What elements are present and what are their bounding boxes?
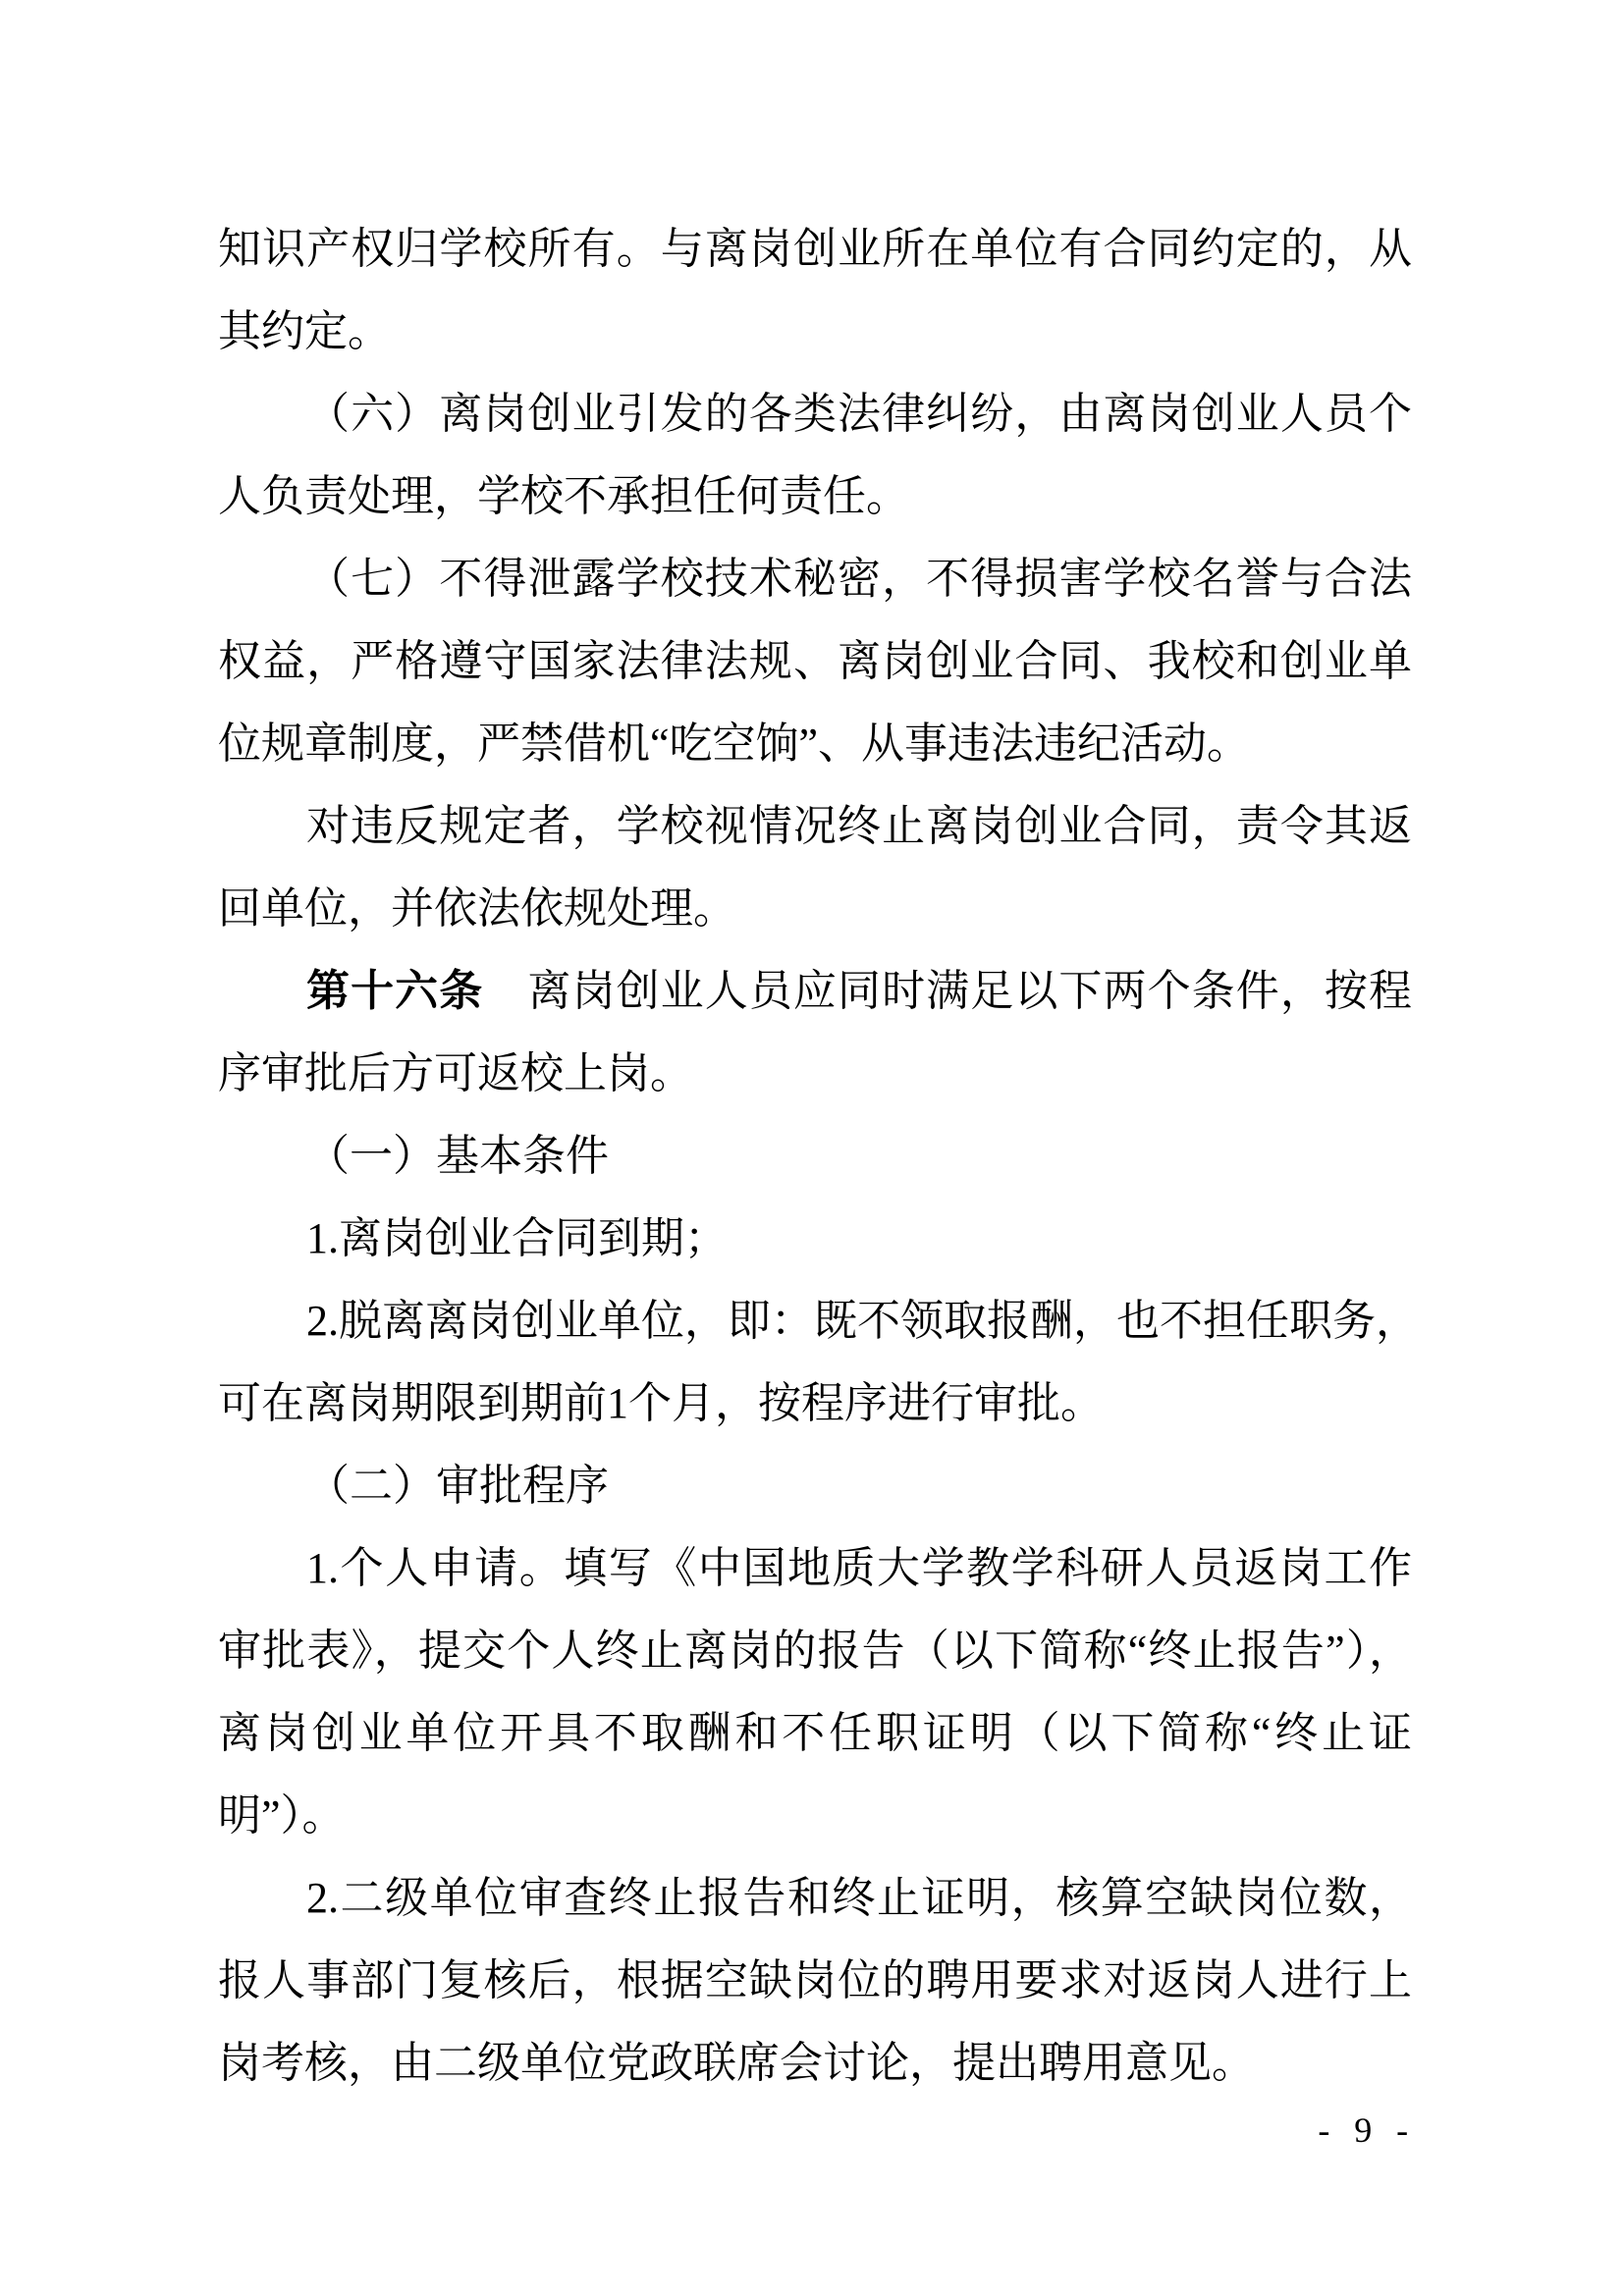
text-line: 报人事部门复核后，根据空缺岗位的聘用要求对返岗人进行上 — [218, 1956, 1412, 2004]
text-line: 1.离岗创业合同到期； — [306, 1214, 728, 1262]
document-body — [218, 208, 1419, 2105]
text-line: 权益，严格遵守国家法律法规、离岗创业合同、我校和创业单 — [218, 637, 1412, 685]
text-line: 位规章制度，严禁借机“吃空饷”、从事违法违纪活动。 — [218, 720, 1251, 768]
text-line: （二）审批程序 — [306, 1462, 609, 1510]
text-line: 审批表》，提交个人终止离岗的报告（以下简称“终止报告”）， — [218, 1627, 1412, 1675]
text-line: 可在离岗期限到期前1个月，按程序进行审批。 — [218, 1379, 1104, 1427]
text-line: 对违反规定者，学校视情况终止离岗创业合同，责令其返 — [306, 802, 1412, 850]
text-line: 2.二级单位审查终止报告和终止证明，核算空缺岗位数， — [306, 1874, 1412, 1922]
text-line: 明”）。 — [218, 1791, 346, 1840]
text-line — [218, 950, 1412, 1033]
text-line: 离岗创业单位开具不取酬和不任职证明（以下简称“终止证 — [218, 1709, 1412, 1757]
text-line: 知识产权归学校所有。与离岗创业所在单位有合同约定的，从 — [218, 225, 1412, 273]
text-line: 回单位，并依法依规处理。 — [218, 884, 736, 933]
text-line: 人负责处理，学校不承担任何责任。 — [218, 472, 909, 520]
text-line: 1.个人申请。填写《中国地质大学教学科研人员返岗工作 — [306, 1544, 1412, 1592]
text-line: 其约定。 — [218, 307, 391, 355]
article-number: 第十六条 — [306, 967, 484, 1015]
text-line: 2.脱离离岗创业单位，即：既不领取报酬，也不担任职务， — [306, 1297, 1419, 1345]
text-line: （七）不得泄露学校技术秘密，不得损害学校名誉与合法 — [306, 555, 1412, 603]
text-line: 岗考核，由二级单位党政联席会讨论，提出聘用意见。 — [218, 2039, 1255, 2087]
text-line: 序审批后方可返校上岗。 — [218, 1049, 693, 1097]
text-line: （六）离岗创业引发的各类法律纠纷，由离岗创业人员个 — [306, 390, 1412, 438]
page-number: - 9 - — [1318, 2110, 1416, 2150]
text-line: （一）基本条件 — [306, 1132, 609, 1180]
text-line-segment: 离岗创业人员应同时满足以下两个条件，按程 — [483, 967, 1413, 1015]
